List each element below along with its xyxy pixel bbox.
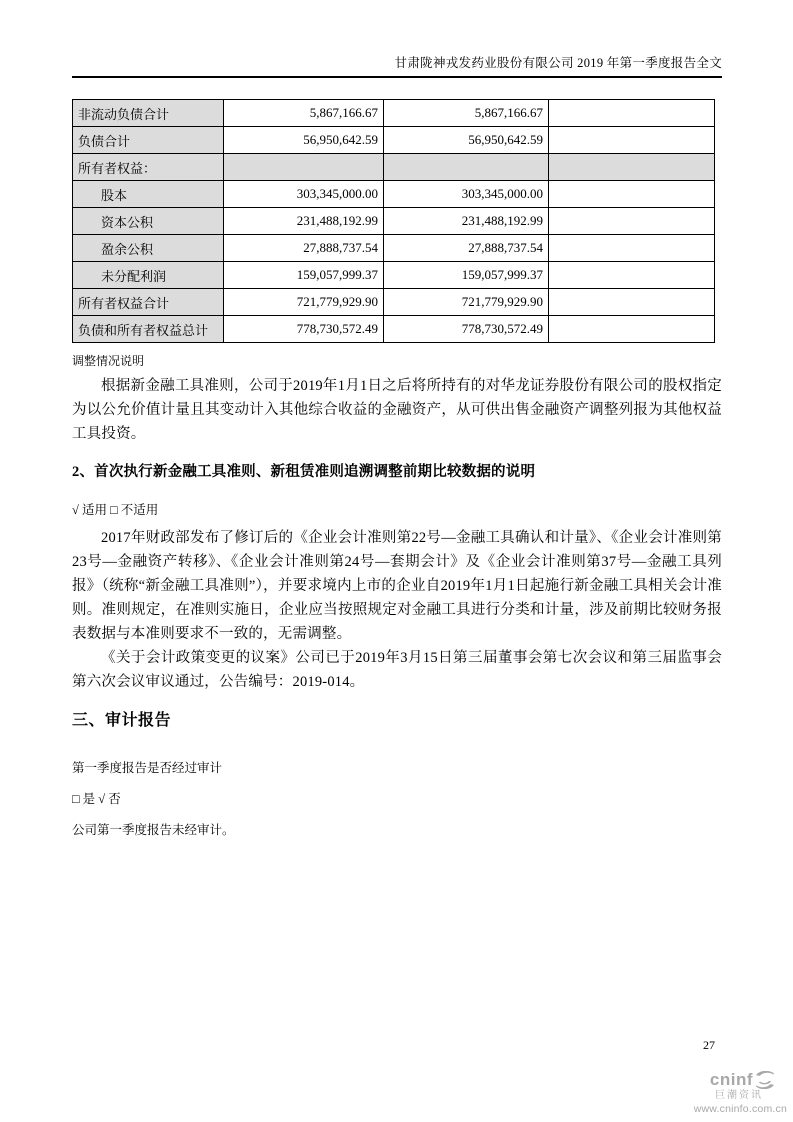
row-value-extra: [549, 235, 715, 262]
row-value-current: 5,867,166.67: [224, 100, 384, 127]
row-value-prior: 56,950,642.59: [384, 127, 549, 154]
row-value-extra: [549, 127, 715, 154]
row-value-prior: 721,779,929.90: [384, 289, 549, 316]
table-row: [73, 208, 715, 235]
row-value-extra: [549, 262, 715, 289]
row-value-extra: [549, 100, 715, 127]
applicable-checkline: √ 适用 □ 不适用: [72, 503, 159, 517]
row-value-extra: [549, 208, 715, 235]
row-value-current: [224, 154, 384, 181]
row-value-current: 721,779,929.90: [224, 289, 384, 316]
cninfo-swirl-icon: [755, 1071, 775, 1089]
row-value-current: 56,950,642.59: [224, 127, 384, 154]
row-value-current: 27,888,737.54: [224, 235, 384, 262]
audit-answer-checkline: □ 是 √ 否: [72, 792, 121, 806]
row-label: 非流动负债合计: [73, 100, 224, 127]
row-value-prior: [384, 154, 549, 181]
table-row: [73, 100, 715, 127]
table-row: [73, 181, 715, 208]
page-content: [72, 0, 722, 838]
adjustment-note-label: 调整情况说明: [72, 354, 145, 368]
cninfo-wordmark: cninf: [709, 1070, 753, 1089]
row-value-current: 159,057,999.37: [224, 262, 384, 289]
table-row: [73, 127, 715, 154]
row-value-prior: 231,488,192.99: [384, 208, 549, 235]
audit-question: 第一季度报告是否经过审计: [72, 761, 223, 775]
row-label: 资本公积: [73, 208, 224, 235]
audit-note: 公司第一季度报告未经审计。: [72, 823, 235, 837]
row-value-current: 231,488,192.99: [224, 208, 384, 235]
row-value-prior: 27,888,737.54: [384, 235, 549, 262]
table-row: [73, 289, 715, 316]
row-label: 所有者权益：: [73, 154, 224, 181]
row-value-prior: 303,345,000.00: [384, 181, 549, 208]
cninfo-logo-top: [669, 1071, 789, 1089]
row-label: 股本: [73, 181, 224, 208]
cninfo-logo: [669, 1071, 789, 1115]
row-value-extra: [549, 154, 715, 181]
section2-paragraph-2: 《关于会计政策变更的议案》公司已于2019年3月15日第三届董事会第七次会议和第三届监事会第六次会议审议通过，公告编号：2019-014。: [72, 650, 722, 690]
row-value-prior: 5,867,166.67: [384, 100, 549, 127]
table-row: [73, 316, 715, 343]
row-value-prior: 159,057,999.37: [384, 262, 549, 289]
cninfo-url: www.cninfo.com.cn: [693, 1102, 787, 1115]
row-value-extra: [549, 316, 715, 343]
section2-title: 2、首次执行新金融工具准则、新租赁准则追溯调整前期比较数据的说明: [72, 464, 536, 480]
row-value-extra: [549, 181, 715, 208]
table-row: [73, 235, 715, 262]
row-value-extra: [549, 289, 715, 316]
section3-title: 三、审计报告: [72, 712, 172, 729]
table-row-section: [73, 154, 715, 181]
adjustment-paragraph: 根据新金融工具准则，公司于2019年1月1日之后将所持有的对华龙证券股份有限公司的股权指定为以公允价值计量且其变动计入其他综合收益的金融资产，从可供出售金融资产调整列报为其他权益工具投资。: [72, 378, 722, 442]
row-label: 盈余公积: [73, 235, 224, 262]
row-value-current: 778,730,572.49: [224, 316, 384, 343]
page-number: 27: [703, 1038, 715, 1052]
section2-paragraph-1: 2017年财政部发布了修订后的《企业会计准则第22号—金融工具确认和计量》、《企业会计准则第23号—金融资产转移》、《企业会计准则第24号—套期会计》及《企业会计准则第37号—金融工具列报》（统称“新金融工具准则”），并要求境内上市的企业自2019年1月1日起施行新金融工具相关会计准则。准则规定，在准则实施日，企业应当按照规定对金融工具进行分类和计量，涉及前期比较财务报表数据与本准则要求不一致的，无需调整。: [72, 530, 722, 642]
row-label: 负债和所有者权益总计: [73, 316, 224, 343]
cninfo-cn-name: 巨潮资讯: [715, 1089, 763, 1101]
row-label: 负债合计: [73, 127, 224, 154]
running-header: 甘肃陇神戎发药业股份有限公司 2019 年第一季度报告全文: [72, 0, 722, 78]
balance-sheet-table: [72, 99, 715, 343]
table-row: [73, 262, 715, 289]
row-label: 所有者权益合计: [73, 289, 224, 316]
row-value-prior: 778,730,572.49: [384, 316, 549, 343]
row-value-current: 303,345,000.00: [224, 181, 384, 208]
section2-body: [72, 526, 722, 694]
row-label: 未分配利润: [73, 262, 224, 289]
